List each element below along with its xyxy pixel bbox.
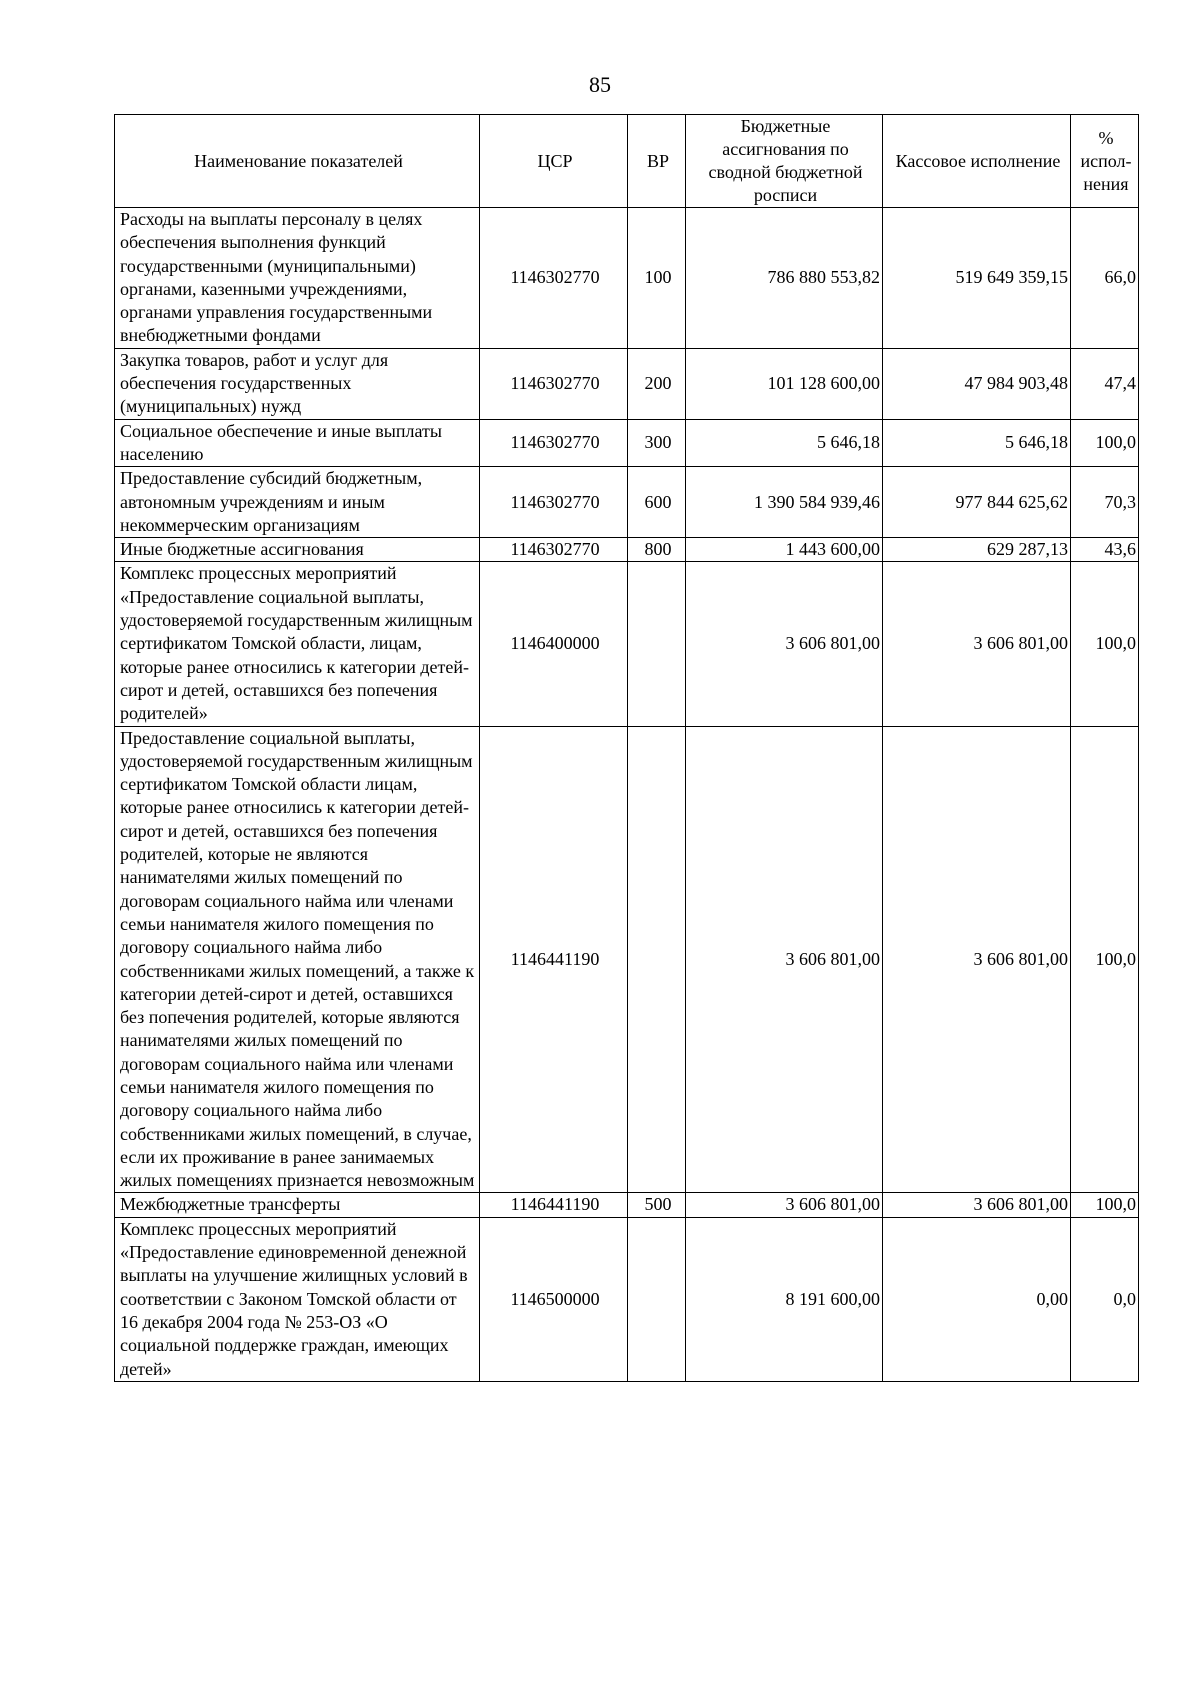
header-vr: ВР — [628, 115, 686, 208]
row-csr: 1146302770 — [480, 348, 628, 419]
row-budget: 101 128 600,00 — [686, 348, 883, 419]
row-name: Социальное обеспечение и иные выплаты населению — [115, 419, 480, 467]
row-budget: 3 606 801,00 — [686, 562, 883, 726]
row-csr: 1146441190 — [480, 726, 628, 1193]
row-percent: 66,0 — [1071, 208, 1139, 349]
row-vr: 500 — [628, 1193, 686, 1217]
table-row — [115, 348, 1139, 419]
table-row — [115, 419, 1139, 467]
header-percent: % испол-нения — [1071, 115, 1139, 208]
header-budget: Бюджетные ассигнования по сводной бюджетной росписи — [686, 115, 883, 208]
row-cash: 977 844 625,62 — [883, 467, 1071, 538]
header-row — [115, 115, 1139, 208]
header-cash: Кассовое исполнение — [883, 115, 1071, 208]
row-percent: 70,3 — [1071, 467, 1139, 538]
row-percent: 0,0 — [1071, 1217, 1139, 1381]
row-vr: 800 — [628, 538, 686, 562]
row-cash: 3 606 801,00 — [883, 1193, 1071, 1217]
row-cash: 3 606 801,00 — [883, 726, 1071, 1193]
row-cash: 519 649 359,15 — [883, 208, 1071, 349]
row-csr: 1146302770 — [480, 467, 628, 538]
row-cash: 3 606 801,00 — [883, 562, 1071, 726]
row-vr: 300 — [628, 419, 686, 467]
row-percent: 100,0 — [1071, 562, 1139, 726]
row-cash: 5 646,18 — [883, 419, 1071, 467]
table-row — [115, 208, 1139, 349]
row-name: Комплекс процессных мероприятий «Предоставление социальной выплаты, удостоверяемой государственным жилищным сертификатом Томской области, лицам, которые ранее относились к категории детей-сирот и детей, оставшихся без попечения родителей» — [115, 562, 480, 726]
row-vr: 100 — [628, 208, 686, 349]
row-percent: 43,6 — [1071, 538, 1139, 562]
table-row — [115, 726, 1139, 1193]
row-percent: 100,0 — [1071, 419, 1139, 467]
budget-execution-table — [114, 114, 1139, 1382]
table-row — [115, 467, 1139, 538]
row-name: Предоставление социальной выплаты, удостоверяемой государственным жилищным сертификатом Томской области лицам, которые ранее относились к категории детей-сирот и детей, оставшихся без попечения родителей, которые не являются нанимателями жилых помещений по договорам социального найма или членами семьи нанимателя жилого помещения по договору социального найма либо собственниками жилых помещений, а также к категории детей-сирот и детей, оставшихся без попечения родителей, которые являются нанимателями жилых помещений по договорам социального найма или членами семьи нанимателя жилого помещения по договору социального найма либо собственниками жилых помещений, в случае, если их проживание в ранее занимаемых жилых помещениях признается невозможным — [115, 726, 480, 1193]
row-budget: 786 880 553,82 — [686, 208, 883, 349]
row-csr: 1146441190 — [480, 1193, 628, 1217]
table-row — [115, 1193, 1139, 1217]
header-csr: ЦСР — [480, 115, 628, 208]
row-budget: 1 390 584 939,46 — [686, 467, 883, 538]
row-percent: 100,0 — [1071, 726, 1139, 1193]
row-budget: 3 606 801,00 — [686, 726, 883, 1193]
row-csr: 1146302770 — [480, 208, 628, 349]
row-budget: 3 606 801,00 — [686, 1193, 883, 1217]
row-vr — [628, 726, 686, 1193]
row-vr: 200 — [628, 348, 686, 419]
row-vr: 600 — [628, 467, 686, 538]
row-budget: 1 443 600,00 — [686, 538, 883, 562]
row-name: Межбюджетные трансферты — [115, 1193, 480, 1217]
row-name: Закупка товаров, работ и услуг для обеспечения государственных (муниципальных) нужд — [115, 348, 480, 419]
page-number: 85 — [589, 72, 611, 97]
row-name: Комплекс процессных мероприятий «Предоставление единовременной денежной выплаты на улучшение жилищных условий в соответствии с Законом Томской области от 16 декабря 2004 года № 253-ОЗ «О социальной поддержке граждан, имеющих детей» — [115, 1217, 480, 1381]
table-row — [115, 1217, 1139, 1381]
row-percent: 100,0 — [1071, 1193, 1139, 1217]
row-cash: 629 287,13 — [883, 538, 1071, 562]
row-name: Предоставление субсидий бюджетным, автономным учреждениям и иным некоммерческим организациям — [115, 467, 480, 538]
row-vr — [628, 1217, 686, 1381]
row-csr: 1146302770 — [480, 538, 628, 562]
row-csr: 1146500000 — [480, 1217, 628, 1381]
row-percent: 47,4 — [1071, 348, 1139, 419]
row-budget: 5 646,18 — [686, 419, 883, 467]
row-name: Расходы на выплаты персоналу в целях обеспечения выполнения функций государственными (муниципальными) органами, казенными учреждениями, органами управления государственными внебюджетными фондами — [115, 208, 480, 349]
header-name: Наименование показателей — [115, 115, 480, 208]
row-csr: 1146400000 — [480, 562, 628, 726]
row-budget: 8 191 600,00 — [686, 1217, 883, 1381]
row-cash: 0,00 — [883, 1217, 1071, 1381]
table-row — [115, 538, 1139, 562]
table-row — [115, 562, 1139, 726]
row-cash: 47 984 903,48 — [883, 348, 1071, 419]
row-vr — [628, 562, 686, 726]
row-name: Иные бюджетные ассигнования — [115, 538, 480, 562]
row-csr: 1146302770 — [480, 419, 628, 467]
